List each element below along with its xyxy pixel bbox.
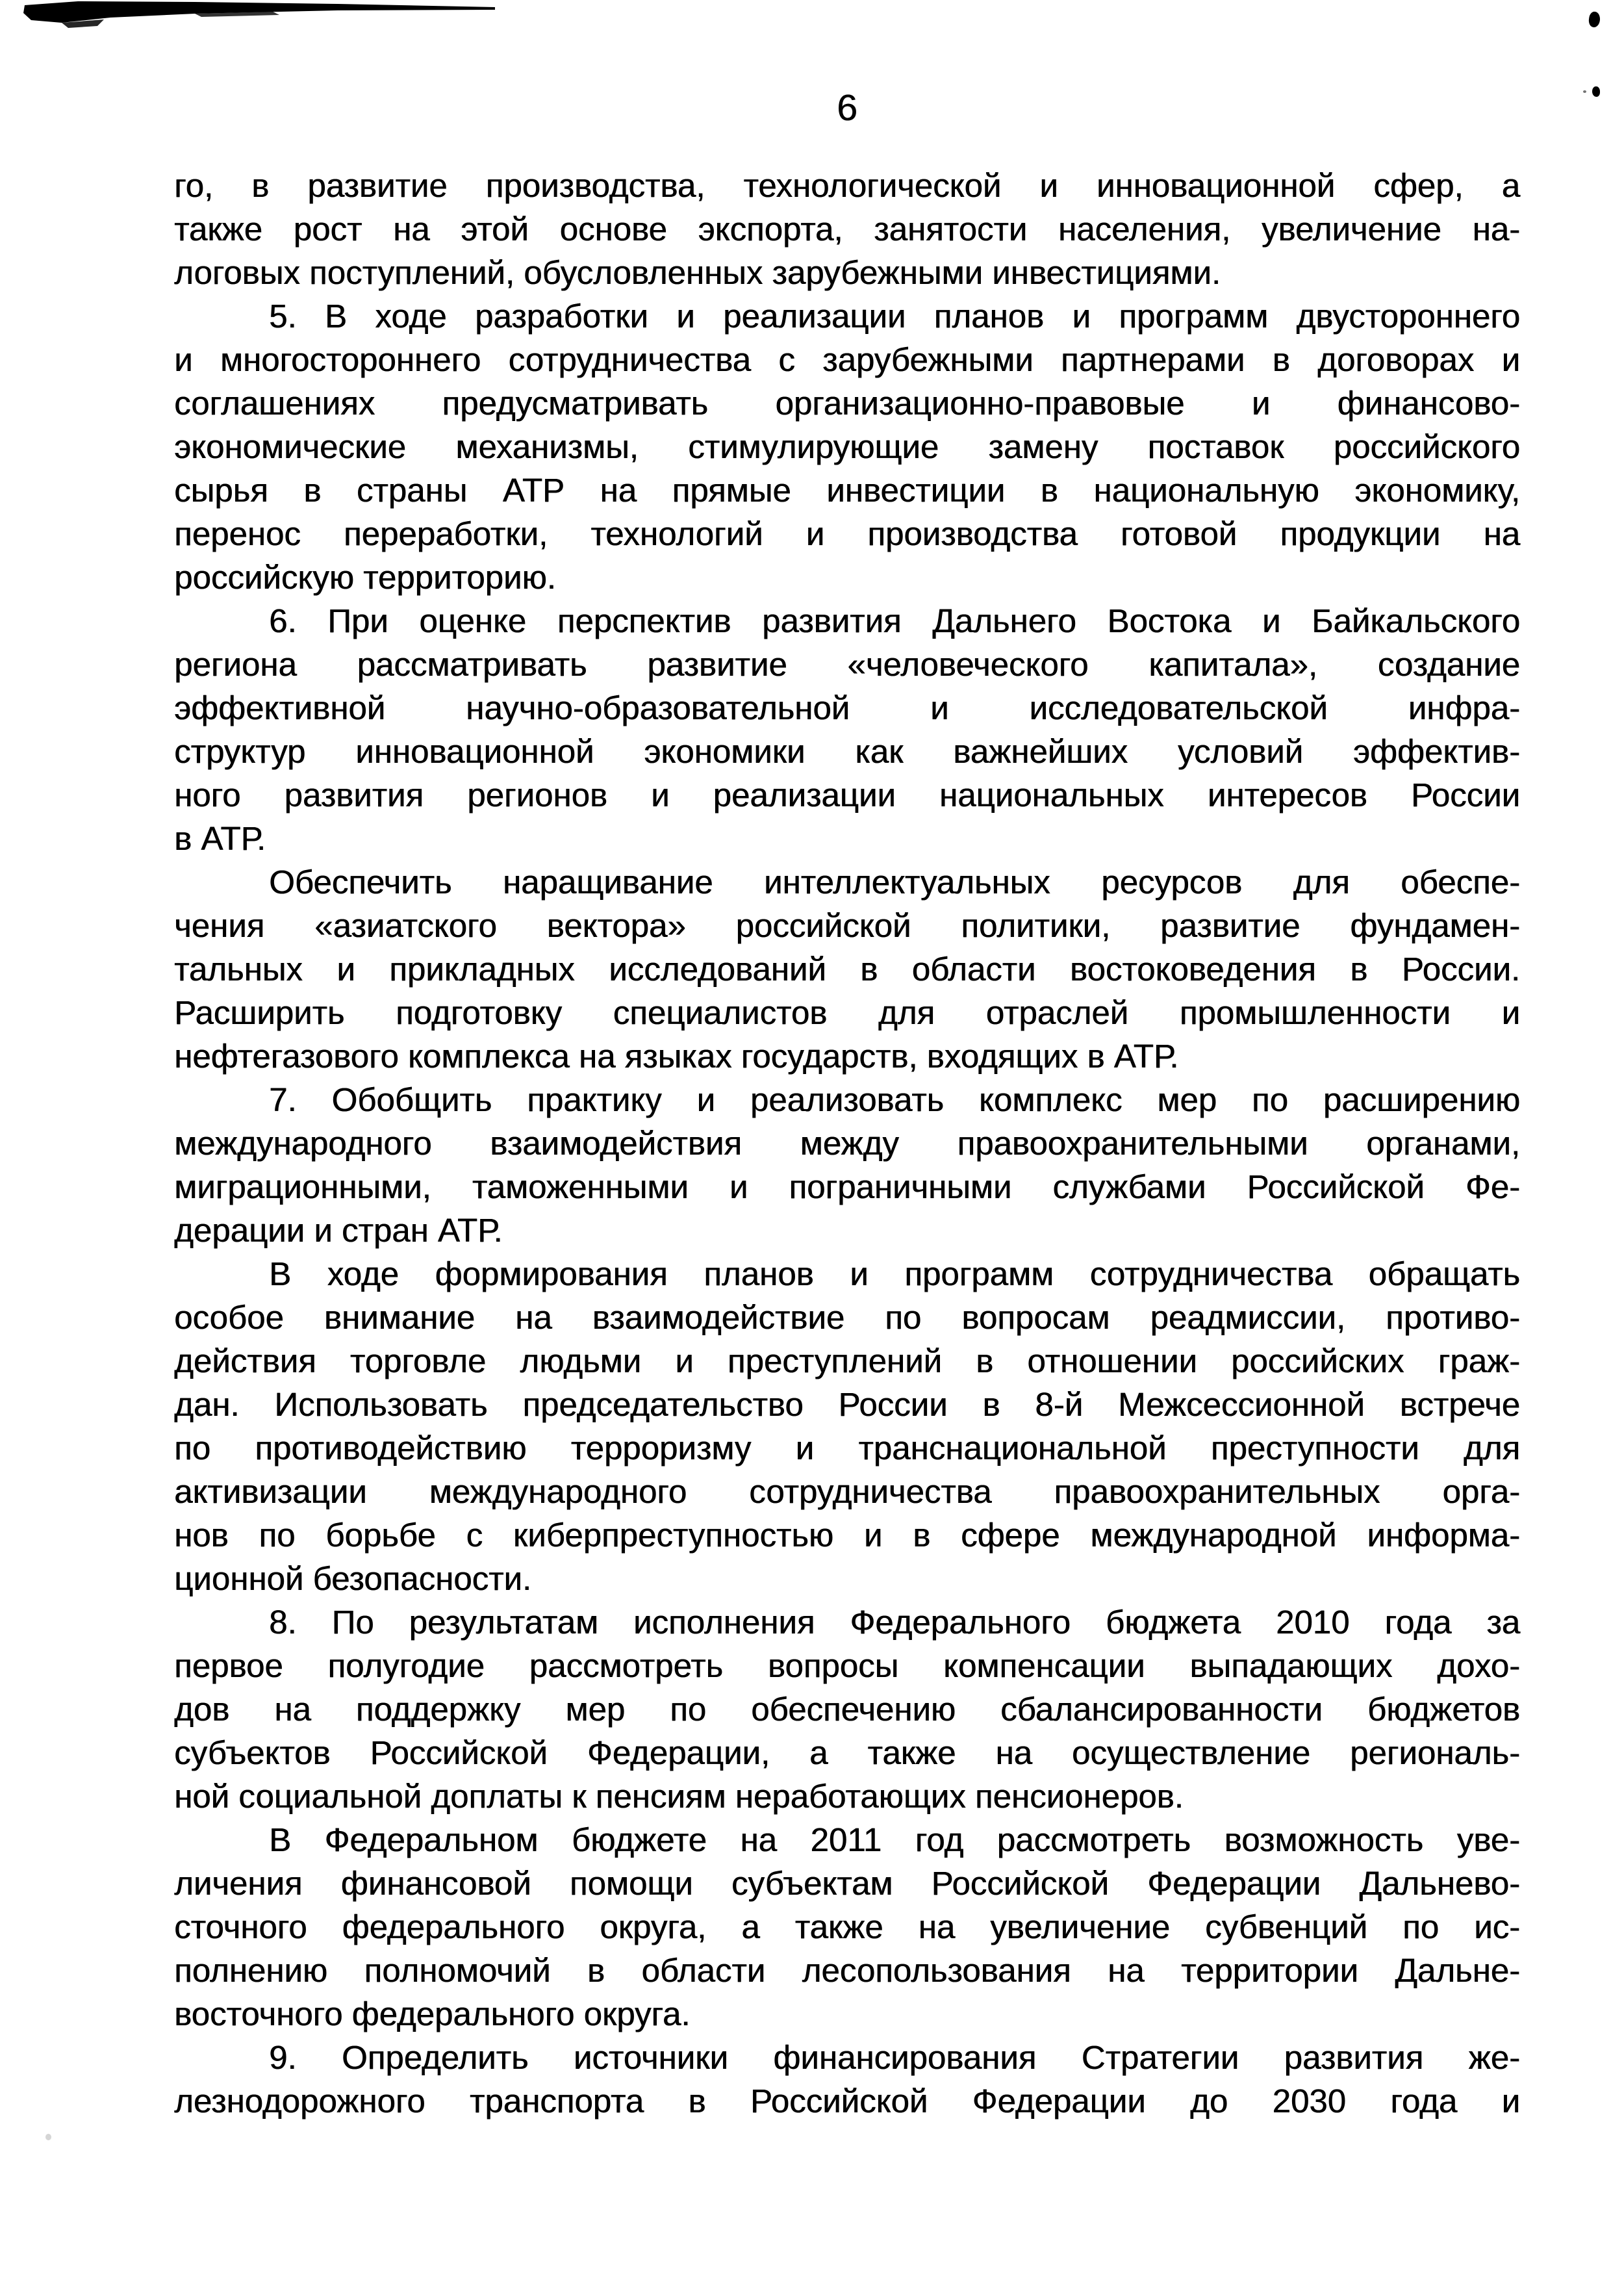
text-line: активизации международного сотрудничества правоохранительных орга-: [174, 1473, 1520, 1510]
text-line: экономические механизмы, стимулирующие замену поставок российского: [174, 428, 1520, 465]
text-line: 5. В ходе разработки и реализации планов и программ двустороннего: [269, 298, 1520, 335]
text-line: тальных и прикладных исследований в области востоковедения в России.: [174, 951, 1520, 988]
text-line: и многостороннего сотрудничества с зарубежными партнерами в договорах и: [174, 341, 1520, 378]
text-line: В Федеральном бюджете на 2011 год рассмотреть возможность уве-: [269, 1821, 1520, 1858]
scan-speck-bottom-left: [45, 2134, 51, 2140]
text-line: по противодействию терроризму и транснациональной преступности для: [174, 1429, 1520, 1467]
text-line: соглашениях предусматривать организационно-правовые и финансово-: [174, 385, 1520, 422]
text-line: логовых поступлений, обусловленных зарубежными инвестициями.: [174, 254, 1221, 291]
text-line: Расширить подготовку специалистов для отраслей промышленности и: [174, 994, 1520, 1031]
text-line: личения финансовой помощи субъектам Российской Федерации Дальнево-: [174, 1865, 1520, 1902]
text-line: полнению полномочий в области лесопользования на территории Дальне-: [174, 1952, 1520, 1989]
text-line: первое полугодие рассмотреть вопросы компенсации выпадающих дохо-: [174, 1647, 1520, 1684]
text-line: 8. По результатам исполнения Федерального бюджета 2010 года за: [269, 1604, 1520, 1641]
text-line: также рост на этой основе экспорта, занятости населения, увеличение на-: [174, 211, 1520, 248]
text-line: В ходе формирования планов и программ сотрудничества обращать: [269, 1255, 1520, 1292]
text-line: миграционными, таможенными и пограничными службами Российской Фе-: [174, 1168, 1520, 1205]
text-line: действия торговле людьми и преступлений в отношении российских граж-: [174, 1342, 1520, 1379]
text-line: дов на поддержку мер по обеспечению сбалансированности бюджетов: [174, 1691, 1520, 1728]
text-line: ной социальной доплаты к пенсиям неработающих пенсионеров.: [174, 1778, 1184, 1815]
text-line: восточного федерального округа.: [174, 1995, 691, 2032]
text-line: сточного федерального округа, а также на увеличение субвенций по ис-: [174, 1908, 1520, 1945]
text-line: эффективной научно-образовательной и исследовательской инфра-: [174, 689, 1520, 726]
text-line: особое внимание на взаимодействие по вопросам реадмиссии, противо-: [174, 1299, 1520, 1336]
text-line: ного развития регионов и реализации национальных интересов России: [174, 776, 1520, 813]
text-line: российскую территорию.: [174, 559, 556, 596]
text-line: международного взаимодействия между правоохранительными органами,: [174, 1125, 1520, 1162]
text-line: лезнодорожного транспорта в Российской Федерации до 2030 года и: [174, 2082, 1520, 2120]
text-line: чения «азиатского вектора» российской политики, развитие фундамен-: [174, 907, 1520, 944]
scan-speck-right-edge-dot: [1583, 90, 1586, 93]
text-line: сырья в страны АТР на прямые инвестиции в национальную экономику,: [174, 472, 1520, 509]
text-line: ционной безопасности.: [174, 1560, 531, 1597]
text-line: нефтегазового комплекса на языках государств, входящих в АТР.: [174, 1038, 1179, 1075]
scan-speck-top-right: [1588, 11, 1601, 28]
text-line: структур инновационной экономики как важнейших условий эффектив-: [174, 733, 1520, 770]
text-line: дан. Использовать председательство России в 8-й Межсессионной встрече: [174, 1386, 1520, 1423]
text-line: 9. Определить источники финансирования Стратегии развития же-: [269, 2039, 1520, 2076]
text-line: 7. Обобщить практику и реализовать комплекс мер по расширению: [269, 1081, 1520, 1118]
scan-artifact-ink-streak: [0, 0, 520, 32]
text-line: субъектов Российской Федерации, а также на осуществление региональ-: [174, 1734, 1520, 1771]
text-line: го, в развитие производства, технологической и инновационной сфер, а: [174, 167, 1520, 204]
text-line: региона рассматривать развитие «человеческого капитала», создание: [174, 646, 1520, 683]
document-text: [174, 164, 1520, 2123]
text-line: 6. При оценке перспектив развития Дальнего Востока и Байкальского: [269, 602, 1520, 639]
text-line: дерации и стран АТР.: [174, 1212, 503, 1249]
scan-speck-right-edge: [1592, 86, 1600, 97]
page-number: 6: [837, 87, 857, 129]
text-line: в АТР.: [174, 820, 266, 857]
text-line: Обеспечить наращивание интеллектуальных ресурсов для обеспе-: [269, 864, 1520, 901]
text-line: нов по борьбе с киберпреступностью и в сфере международной информа-: [174, 1517, 1520, 1554]
text-line: перенос переработки, технологий и производства готовой продукции на: [174, 515, 1520, 552]
